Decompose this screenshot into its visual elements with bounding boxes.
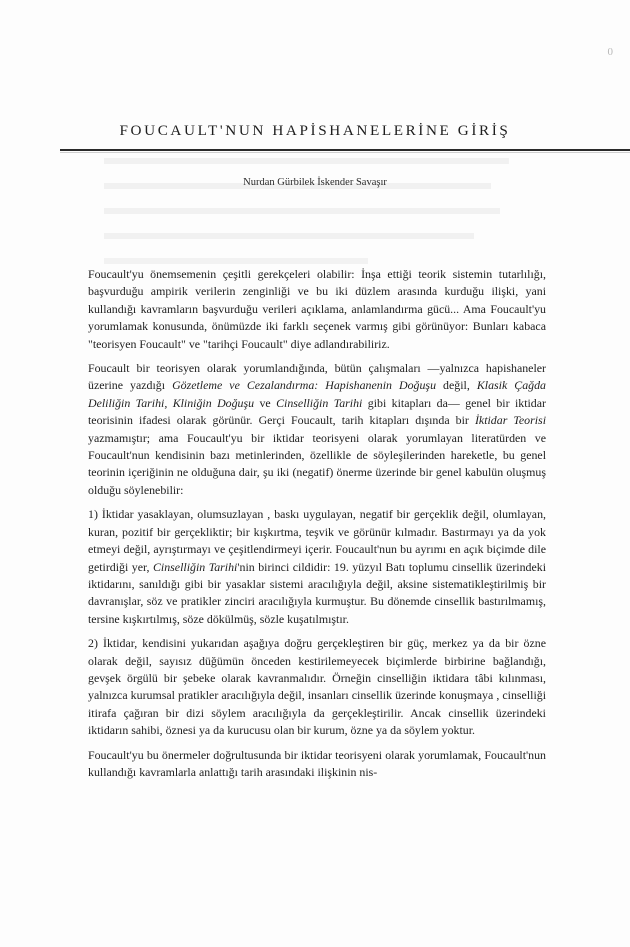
- text-run: değil,: [436, 378, 477, 393]
- page-corner-mark: 0: [607, 46, 614, 58]
- title-rule: [60, 149, 630, 151]
- body-paragraph: [88, 747, 546, 782]
- italic-title-run: Gözetleme ve Cezalandırma: Hapishanenin Doğuşu: [172, 378, 437, 393]
- body-paragraph: [88, 635, 546, 739]
- article-body: [88, 266, 546, 788]
- body-paragraph: [88, 266, 546, 353]
- italic-title-run: Klasik Çağda Deliliğin Tarihi, Kliniğin Doğuşu: [88, 378, 546, 410]
- text-run: ve: [254, 395, 277, 410]
- body-paragraph: [88, 360, 546, 499]
- text-run: 1) İktidar yasaklayan, olumsuzlayan , baskı uygulayan, negatif bir gerçeklik değil, olumlayan, kuran, pozitif bir gerçekliktir; bir kışkırtma, teşvik ve görünür kılmadır. Bastırmayı ya da yok etmeyi değil, ayrıştırmayı ve çeşitlendirmeyi içerir. Foucault'nun bu ayrımı en açık biçimde dile getirdiği yer,: [88, 507, 546, 574]
- body-paragraph: [88, 506, 546, 628]
- italic-title-run: İktidar Teorisi: [474, 413, 546, 428]
- article-title: FOUCAULT'NUN HAPİSHANELERİNE GİRİŞ: [119, 122, 511, 139]
- text-run: 'nin birinci cildidir: 19. yüzyıl Batı toplumu cinsellik üzerindeki iktidarını, sanıldığı gibi bir yasaklar sistemi aracılığıyla değil, aksine sistematikleştirilmiş bir davranışlar, söz ve pratikler zinciri aracılığıyla kurmuştur. Bu dönemde cinsellik bastırılmamış, tersine kışkırtılmış, söze dökülmüş, sözle kuşatılmıştır.: [88, 559, 546, 626]
- italic-title-run: Cinselliğin Tarihi: [153, 559, 238, 574]
- text-run: yazmamıştır; ama Foucault'yu bir iktidar teorisyeni olarak yorumlayan literatürden ve Foucault'nun kendisinin bazı metinlerinden, özellikle de söyleşilerinden hareketle, bu genel teorinin içeriğinin ne olduğuna dair, şu iki (negatif) önerme üzerinde bir genel kabulün oluşmuş olduğu söylenebilir:: [88, 430, 546, 497]
- text-run: gibi kitapları da— genel bir iktidar teorisinin ifadesi olarak görünür. Gerçi Foucault, tarih kitapları dışında bir: [88, 395, 546, 428]
- title-rule-shadow: [60, 152, 630, 153]
- text-run: Foucault'yu önemsemenin çeşitli gerekçeleri olabilir: İnşa ettiği teorik sistemin tutarlılığı, başvurduğu ampirik verilerin zenginliği ve bu iki düzlem arasında kurduğu ilişki, yani kullandığı kavramların başvurduğu verileri açıklama, anlamlandırma gücü... Ama Foucault'yu yorumlamak konusunda, önümüzde iki farklı seçenek varmış gibi görünüyor: Bunları kabaca "teorisyen Foucault" ve "tarihçi Foucault" diye adlandırabiliriz.: [88, 267, 546, 351]
- article-authors: Nurdan Gürbilek İskender Savaşır: [243, 177, 387, 188]
- text-run: Foucault bir teorisyen olarak yorumlandığında, bütün çalışmaları —yalnızca hapishaneler üzerine yazdığı: [88, 361, 546, 393]
- text-run: Foucault'yu bu önermeler doğrultusunda bir iktidar teorisyeni olarak yorumlamak, Foucault'nun kullandığı kavramlarla anlattığı tarih arasındaki ilişkinin nis-: [88, 747, 546, 779]
- text-run: 2) İktidar, kendisini yukarıdan aşağıya doğru gerçekleştiren bir güç, merkez ya da bir özne olarak değil, sayısız düğümün önceden kestirilemeyecek biçimlerde birbirine bağlandığı, gevşek örgülü bir şebeke olarak kavranmalıdır. Örneğin cinselliğin iktidara tâbi kılınması, yalnızca kurumsal pratikler aracılığıyla değil, insanları cinsellik üzerinde konuşmaya , cinselliği itirafa çağıran bir dizi söylem aracılığıyla da gerçekleştirilir. Ancak cinsellik üzerindeki iktidarın sahibi, öznesi ya da kurucusu olan bir kurum, özne ya da söylem yoktur.: [88, 636, 546, 738]
- italic-title-run: Cinselliğin Tarihi: [276, 395, 363, 410]
